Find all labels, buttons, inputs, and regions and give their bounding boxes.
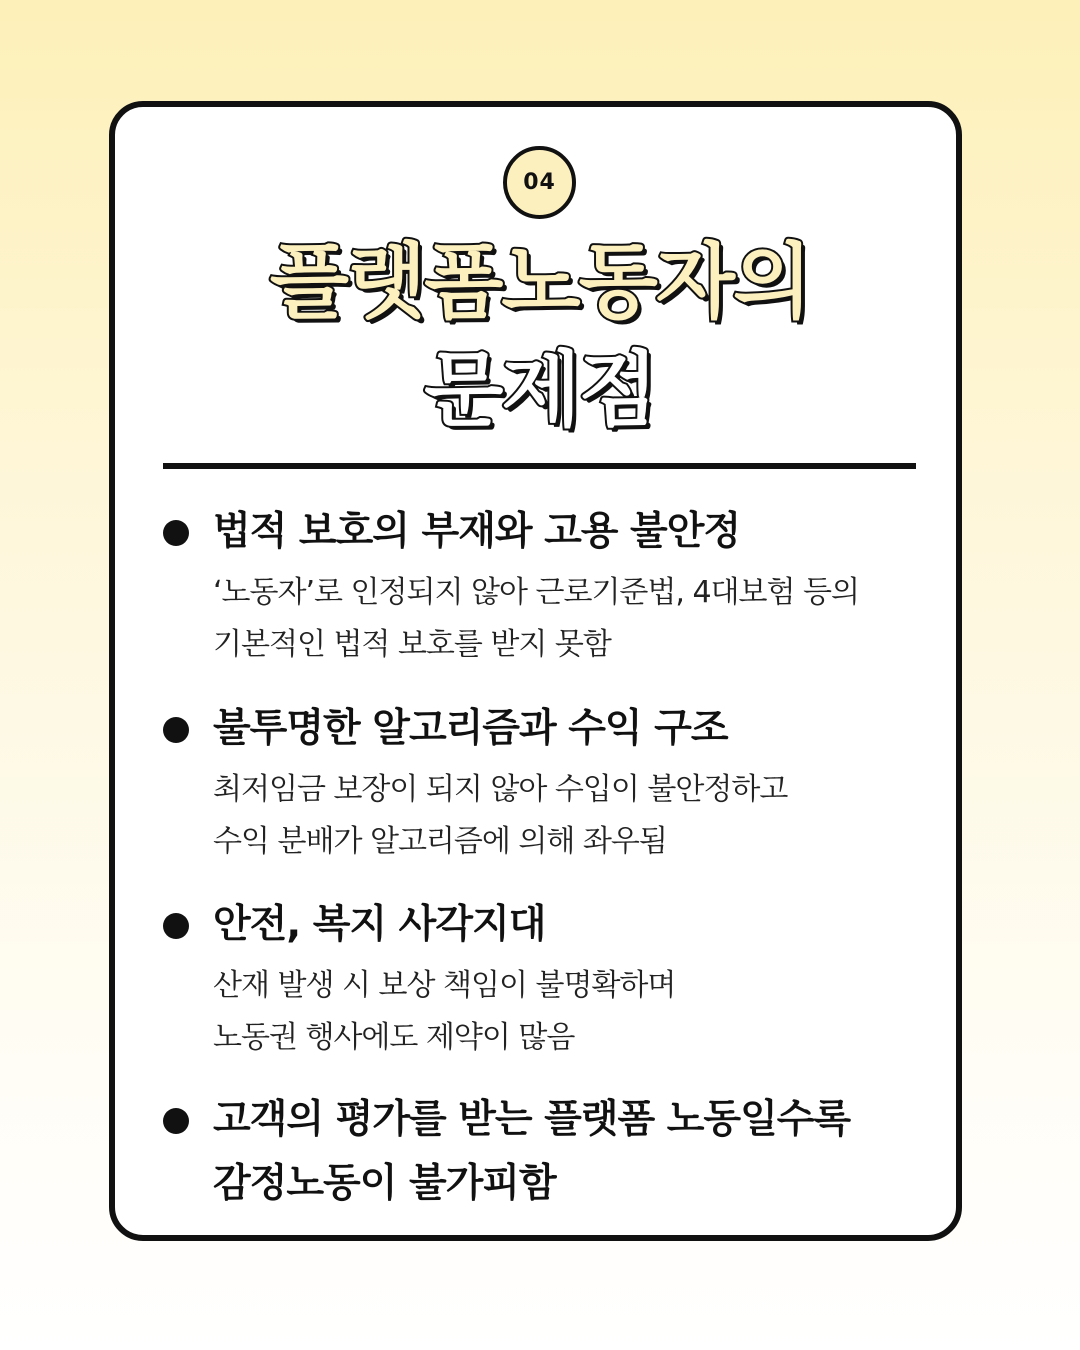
bullet-icon (163, 1108, 189, 1134)
item-description-line: 최저임금 보장이 되지 않아 수입이 불안정하고 (213, 772, 788, 807)
item-heading: 불투명한 알고리즘과 수익 구조 (213, 706, 728, 751)
bullet-icon (163, 520, 189, 546)
bullet-icon (163, 913, 189, 939)
item-description-line: 산재 발생 시 보상 책임이 불명확하며 (213, 968, 676, 1003)
title-line-2: 문제점 (424, 343, 656, 438)
item-description-line: ‘노동자’로 인정되지 않아 근로기준법, 4대보험 등의 (213, 575, 859, 610)
title-line-1: 플랫폼노동자의 (269, 235, 811, 330)
item-description-line: 수익 분배가 알고리즘에 의해 좌우됨 (213, 824, 667, 859)
item-heading: 고객의 평가를 받는 플랫폼 노동일수록 (213, 1097, 851, 1142)
item-description-line: 기본적인 법적 보호를 받지 못함 (213, 627, 611, 662)
item-heading: 안전, 복지 사각지대 (213, 902, 546, 947)
item-heading-continued: 감정노동이 불가피함 (213, 1161, 556, 1206)
item-heading: 법적 보호의 부재와 고용 불안정 (213, 509, 741, 554)
bullet-icon (163, 717, 189, 743)
section-number-badge: 04 (503, 146, 576, 219)
item-description-line: 노동권 행사에도 제약이 많음 (213, 1020, 575, 1055)
title-divider (163, 463, 916, 469)
